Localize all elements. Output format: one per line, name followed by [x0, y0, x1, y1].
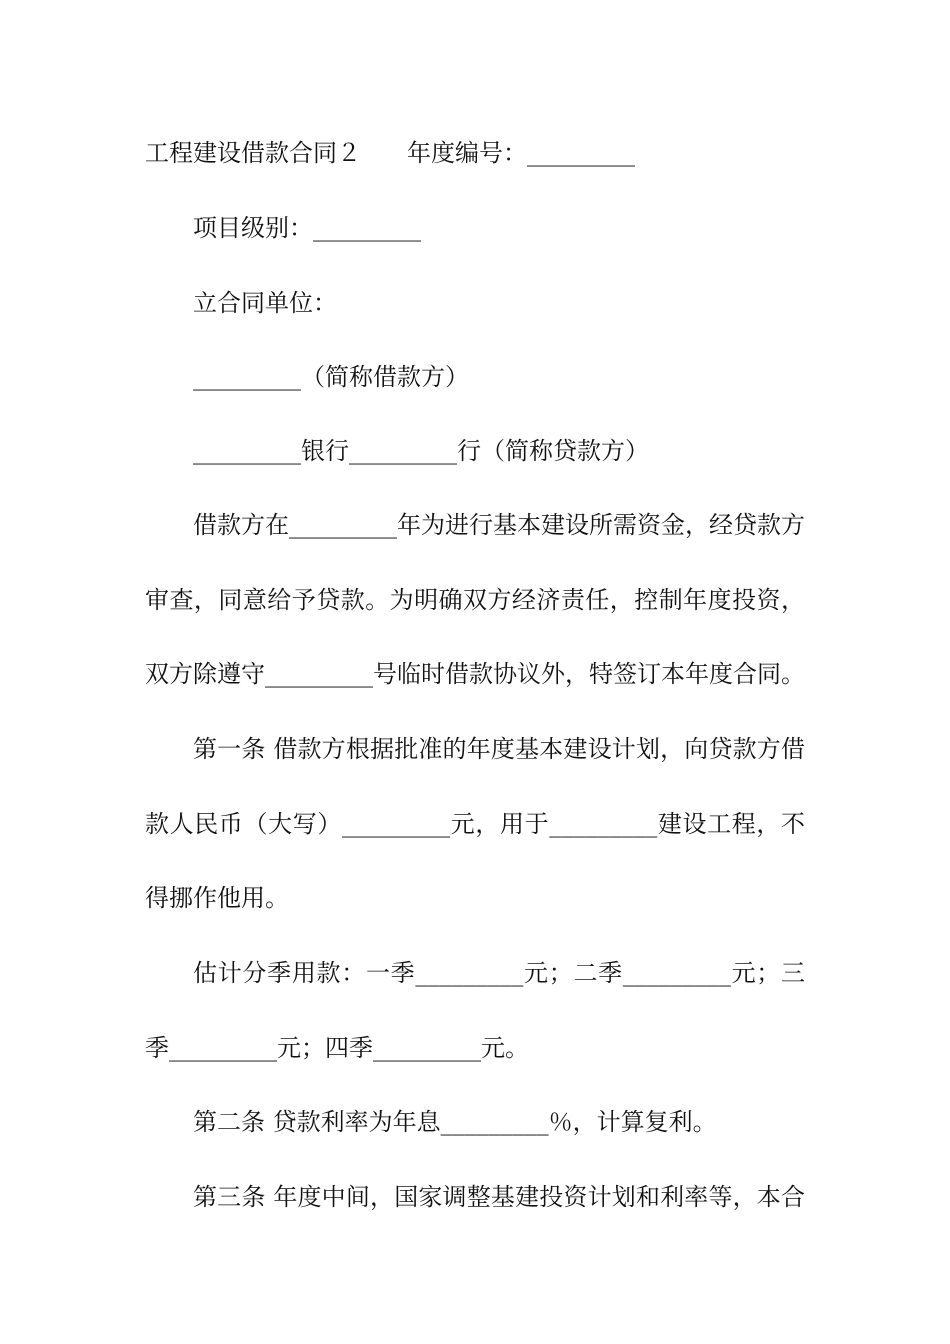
article-1-line: 款人民币（大写）_________元，用于_________建设工程，不: [145, 810, 805, 838]
contract-title: 工程建设借款合同２: [145, 139, 361, 167]
lender-line: _________银行_________行（简称贷款方）: [193, 437, 649, 465]
paragraph-line: 借款方在_________年为进行基本建设所需资金，经贷款方: [193, 511, 805, 539]
project-level-line: 项目级别：_________: [193, 214, 421, 242]
article-1-line: 得挪作他用。: [145, 884, 289, 912]
article-1-line: 第一条 借款方根据批准的年度基本建设计划，向贷款方借: [193, 735, 805, 763]
quarterly-usage-line: 估计分季用款：一季_________元；二季_________元；三: [193, 959, 805, 987]
article-3-line: 第三条 年度中间，国家调整基建投资计划和利率等，本合: [193, 1183, 805, 1211]
contract-units-label: 立合同单位：: [193, 289, 337, 317]
paragraph-line: 审查，同意给予贷款。为明确双方经济责任，控制年度投资，: [145, 586, 805, 614]
quarterly-usage-line: 季_________元；四季_________元。: [145, 1034, 529, 1062]
annual-number-label: 年度编号：_________: [407, 139, 635, 167]
header-line: [145, 138, 815, 168]
paragraph-line: 双方除遵守_________号临时借款协议外，特签订本年度合同。: [145, 660, 805, 688]
article-2-line: 第二条 贷款利率为年息_________％，计算复利。: [193, 1108, 717, 1136]
borrower-line: _________（简称借款方）: [193, 363, 469, 391]
